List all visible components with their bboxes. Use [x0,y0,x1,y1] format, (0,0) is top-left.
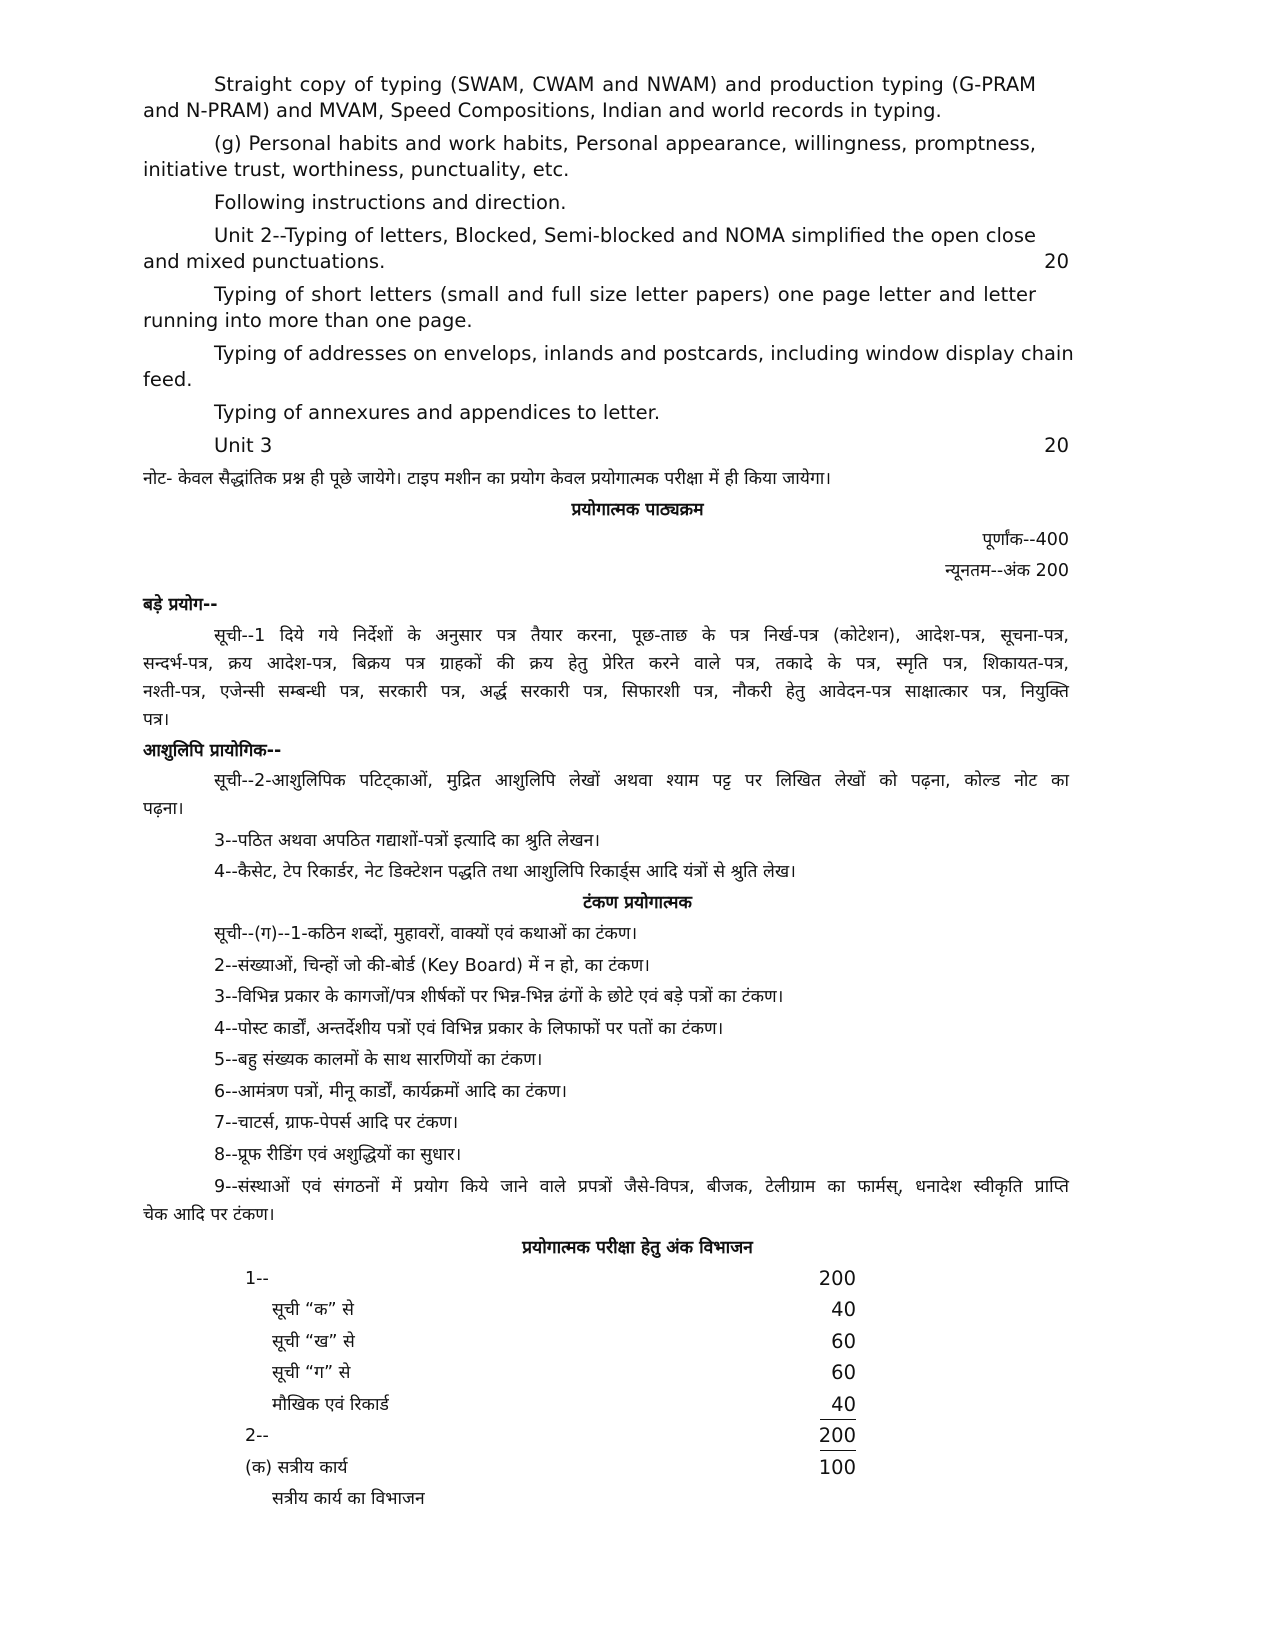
tankan-item-7: 7--चाटर्स, ग्राफ-पेपर्स आदि पर टंकण। [214,1113,459,1133]
paragraph-annexures: Typing of annexures and appendices to letter. [214,401,661,424]
ashulipi-heading: आशुलिपि प्रायोगिक-- [143,741,282,761]
marks-row-value: 60 [831,1330,856,1353]
marks-division-heading: प्रयोगात्मक परीक्षा हेतु अंक विभाजन [522,1238,753,1258]
paragraph-unit2-line-1: Unit 2--Typing of letters, Blocked, Semi-blocked and NOMA simplified the open close [214,224,1036,247]
paragraph-instructions: Following instructions and direction. [214,191,567,214]
min-marks: न्यूनतम--अंक 200 [945,561,1069,581]
marks-row-label: सूची “ग” से [272,1363,351,1383]
paragraph-short-letters-line-1: Typing of short letters (small and full size letter papers) one page letter and letter [214,283,1036,306]
paragraph-typing-line-2: and N-PRAM) and MVAM, Speed Compositions, Indian and world records in typing. [143,99,942,122]
marks-row-label: सूची “ख” से [272,1332,355,1352]
marks-row-value: 200 [818,1424,856,1447]
bade-prayog-line-4: पत्र। [143,710,170,730]
bade-prayog-line-3: नश्ती-पत्र, एजेन्सी सम्बन्धी पत्र, सरकारी पत्र, अर्द्ध सरकारी पत्र, सिफारशी पत्र, नौकरी हेतु आवेदन-पत्र साक्षात्कार पत्र, नियुक्ति [143,682,1069,702]
tankan-item-8: 8--प्रूफ रीडिंग एवं अशुद्धियों का सुधार। [214,1145,462,1165]
paragraph-habits-line-2: initiative trust, worthiness, punctuality, etc. [143,158,570,181]
marks-row-label: सत्रीय कार्य का विभाजन [272,1489,425,1509]
paragraph-addresses-line-1: Typing of addresses on envelops, inlands and postcards, including window display chain [214,342,1074,365]
ashulipi-line-3: 3--पठित अथवा अपठित गद्याशों-पत्रों इत्यादि का श्रुति लेखन। [214,831,600,851]
bade-prayog-heading: बड़े प्रयोग-- [143,595,218,615]
paragraph-short-letters-line-2: running into more than one page. [143,309,473,332]
marks-row-label: मौखिक एवं रिकार्ड [272,1395,389,1415]
unit3-marks: 20 [1044,434,1069,457]
max-marks: पूर्णांक--400 [982,530,1069,550]
ashulipi-line-2: पढ़ना। [143,799,184,819]
paragraph-habits-line-1: (g) Personal habits and work habits, Personal appearance, willingness, promptness, [214,132,1036,155]
marks-row-label: 1-- [245,1269,269,1289]
unit2-marks: 20 [1044,250,1069,273]
bade-prayog-line-1: सूची--1 दिये गये निर्देशों के अनुसार पत्र तैयार करना, पूछ-ताछ के पत्र निर्ख-पत्र (कोटेशन), आदेश-पत्र, सूचना-पत्र, [214,626,1069,646]
ashulipi-line-4: 4--कैसेट, टेप रिकार्डर, नेट डिक्टेशन पद्धति तथा आशुलिपि रिकार्ड्स आदि यंत्रों से श्रुति लेख। [214,862,796,882]
tankan-item-2: 2--संख्याओं, चिन्हों जो की-बोर्ड (Key Board) में न हो, का टंकण। [214,956,650,976]
tankan-item-9-line-1: 9--संस्थाओं एवं संगठनों में प्रयोग किये जाने वाले प्रपत्रों जैसे-विपत्र, बीजक, टेलीग्राम का फार्मस्, धनादेश स्वीकृति प्राप्ति [214,1177,1069,1197]
paragraph-addresses-line-2: feed. [143,368,193,391]
tankan-heading: टंकण प्रयोगात्मक [583,893,692,913]
marks-row-value: 200 [818,1267,856,1290]
tankan-item-5: 5--बहु संख्यक कालमों के साथ सारणियों का टंकण। [214,1050,543,1070]
marks-row-value: 40 [831,1298,856,1321]
marks-row-value: 100 [818,1456,856,1479]
marks-row-label: 2-- [245,1426,269,1446]
total-rule [820,1450,856,1451]
marks-row-value: 60 [831,1361,856,1384]
ashulipi-line-1: सूची--2-आशुलिपिक पटिट्काओं, मुद्रित आशुलिपि लेखों अथवा श्याम पट्ट पर लिखित लेखों को पढ़ना, कोल्ड नोट का [214,771,1069,791]
marks-row-label: (क) सत्रीय कार्य [245,1458,348,1478]
unit3-label: Unit 3 [214,434,273,457]
bade-prayog-line-2: सन्दर्भ-पत्र, क्रय आदेश-पत्र, बिक्रय पत्र ग्राहकों की क्रय हेतु प्रेरित करने वाले पत्र, तकादे के पत्र, स्मृति पत्र, शिकायत-पत्र, [143,654,1069,674]
tankan-item-6: 6--आमंत्रण पत्रों, मीनू कार्डों, कार्यक्रमों आदि का टंकण। [214,1082,567,1102]
paragraph-unit2-line-2: and mixed punctuations. [143,250,386,273]
note-line: नोट- केवल सैद्धांतिक प्रश्न ही पूछे जायेगे। टाइप मशीन का प्रयोग केवल प्रयोगात्मक परीक्षा में ही किया जायेगा। [143,469,831,489]
tankan-item-3: 3--विभिन्न प्रकार के कागजों/पत्र शीर्षकों पर भिन्न-भिन्न ढंगों के छोटे एवं बड़े पत्रों का टंकण। [214,987,784,1007]
marks-row-value: 40 [831,1393,856,1416]
sum-rule [820,1419,856,1420]
practical-heading: प्रयोगात्मक पाठ्यक्रम [571,500,704,520]
tankan-item-9-line-2: चेक आदि पर टंकण। [143,1205,275,1225]
paragraph-typing-line-1: Straight copy of typing (SWAM, CWAM and NWAM) and production typing (G-PRAM [214,73,1036,96]
tankan-item-1: सूची--(ग)--1-कठिन शब्दों, मुहावरों, वाक्यों एवं कथाओं का टंकण। [214,924,638,944]
tankan-item-4: 4--पोस्ट कार्डों, अन्तर्देशीय पत्रों एवं विभिन्न प्रकार के लिफाफों पर पतों का टंकण। [214,1019,724,1039]
marks-row-label: सूची “क” से [272,1300,355,1320]
